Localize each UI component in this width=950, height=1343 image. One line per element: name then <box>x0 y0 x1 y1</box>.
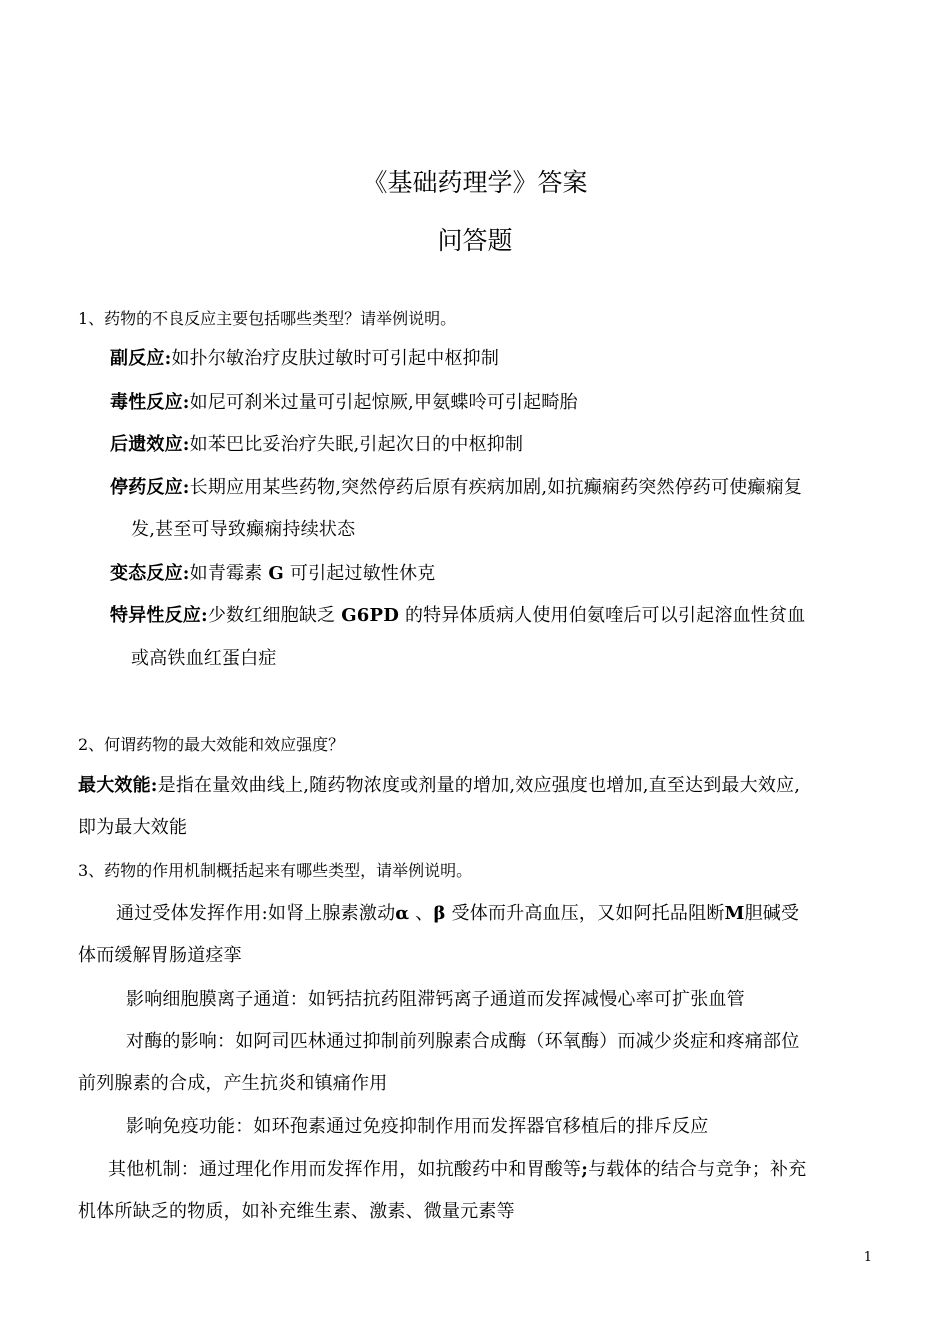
explanation: 的特异体质病人使用伯氨喹后可以引起溶血性贫血 <box>399 605 806 626</box>
question-1: 1、药物的不良反应主要包括哪些类型？请举例说明。 <box>78 309 457 328</box>
explanation: 与载体的结合与竞争；补充 <box>588 1159 807 1180</box>
alpha-symbol: α <box>395 903 410 924</box>
q2-answer-cont: 即为最大效能 <box>78 817 188 838</box>
question-3: 3、药物的作用机制概括起来有哪些类型，请举例说明。 <box>78 861 473 880</box>
q1-item-idiosyncratic-cont: 或高铁血红蛋白症 <box>131 648 277 669</box>
q3-receptor <box>116 901 799 927</box>
q1-item-side-effect <box>110 346 499 372</box>
q2-answer <box>78 773 800 799</box>
explanation: 少数红细胞缺乏 <box>207 605 342 626</box>
q3-immune: 影响免疫功能：如环孢素通过免疫抑制作用而发挥器官移植后的排斥反应 <box>126 1116 709 1137</box>
explanation: 如扑尔敏治疗皮肤过敏时可引起中枢抑制 <box>171 348 500 369</box>
semicolon: ; <box>581 1159 589 1180</box>
term: 后遗效应: <box>110 434 190 455</box>
explanation: 胆碱受 <box>744 903 800 924</box>
beta-symbol: β <box>433 903 446 924</box>
term: 变态反应: <box>110 563 190 584</box>
q3-ion-channel: 影响细胞膜离子通道：如钙拮抗药阻滞钙离子通道而发挥减慢心率可扩张血管 <box>126 989 745 1010</box>
q1-item-idiosyncratic <box>110 603 805 629</box>
q1-item-withdrawal-cont: 发,甚至可导致癫痫持续状态 <box>131 519 356 540</box>
page-number: 1 <box>863 1250 872 1265</box>
q3-enzyme: 对酶的影响：如阿司匹林通过抑制前列腺素合成酶（环氧酶）而减少炎症和疼痛部位 <box>126 1031 800 1052</box>
q3-other-cont: 机体所缺乏的物质，如补充维生素、激素、微量元素等 <box>78 1201 515 1222</box>
q1-item-allergy <box>110 561 436 587</box>
term: 最大效能: <box>78 775 158 796</box>
explanation: 可引起过敏性休克 <box>283 563 436 584</box>
q1-item-toxic <box>110 390 578 416</box>
explanation: 受体而升高血压，又如阿托品阻断 <box>445 903 725 924</box>
bold-term: G <box>268 563 284 584</box>
explanation: 通过受体发挥作用:如肾上腺素激动 <box>116 903 396 924</box>
explanation: 其他机制：通过理化作用而发挥作用，如抗酸药中和胃酸等 <box>108 1159 582 1180</box>
q1-item-withdrawal <box>110 475 802 501</box>
document-title: 《基础药理学》答案 <box>362 168 588 197</box>
explanation: 是指在量效曲线上,随药物浓度或剂量的增加,效应强度也增加,直至达到最大效应, <box>157 775 801 796</box>
term: 特异性反应: <box>110 605 208 626</box>
question-2: 2、何谓药物的最大效能和效应强度？ <box>78 735 345 754</box>
explanation: 如尼可刹米过量可引起惊厥,甲氨蝶呤可引起畸胎 <box>189 392 578 413</box>
q1-item-residual <box>110 432 523 458</box>
q3-enzyme-cont: 前列腺素的合成，产生抗炎和镇痛作用 <box>78 1073 388 1094</box>
explanation: 如苯巴比妥治疗失眠,引起次日的中枢抑制 <box>189 434 524 455</box>
m-symbol: M <box>724 903 745 924</box>
term: 毒性反应: <box>110 392 190 413</box>
q3-other <box>108 1157 806 1183</box>
term: 停药反应: <box>110 477 190 498</box>
document-subtitle: 问答题 <box>437 226 513 255</box>
explanation: 如青霉素 <box>189 563 269 584</box>
separator: 、 <box>409 903 434 924</box>
q3-receptor-cont: 体而缓解胃肠道痉挛 <box>78 945 242 966</box>
bold-term: G6PD <box>341 605 400 626</box>
explanation: 长期应用某些药物,突然停药后原有疾病加剧,如抗癫痫药突然停药可使癫痫复 <box>189 477 803 498</box>
term: 副反应: <box>110 348 172 369</box>
